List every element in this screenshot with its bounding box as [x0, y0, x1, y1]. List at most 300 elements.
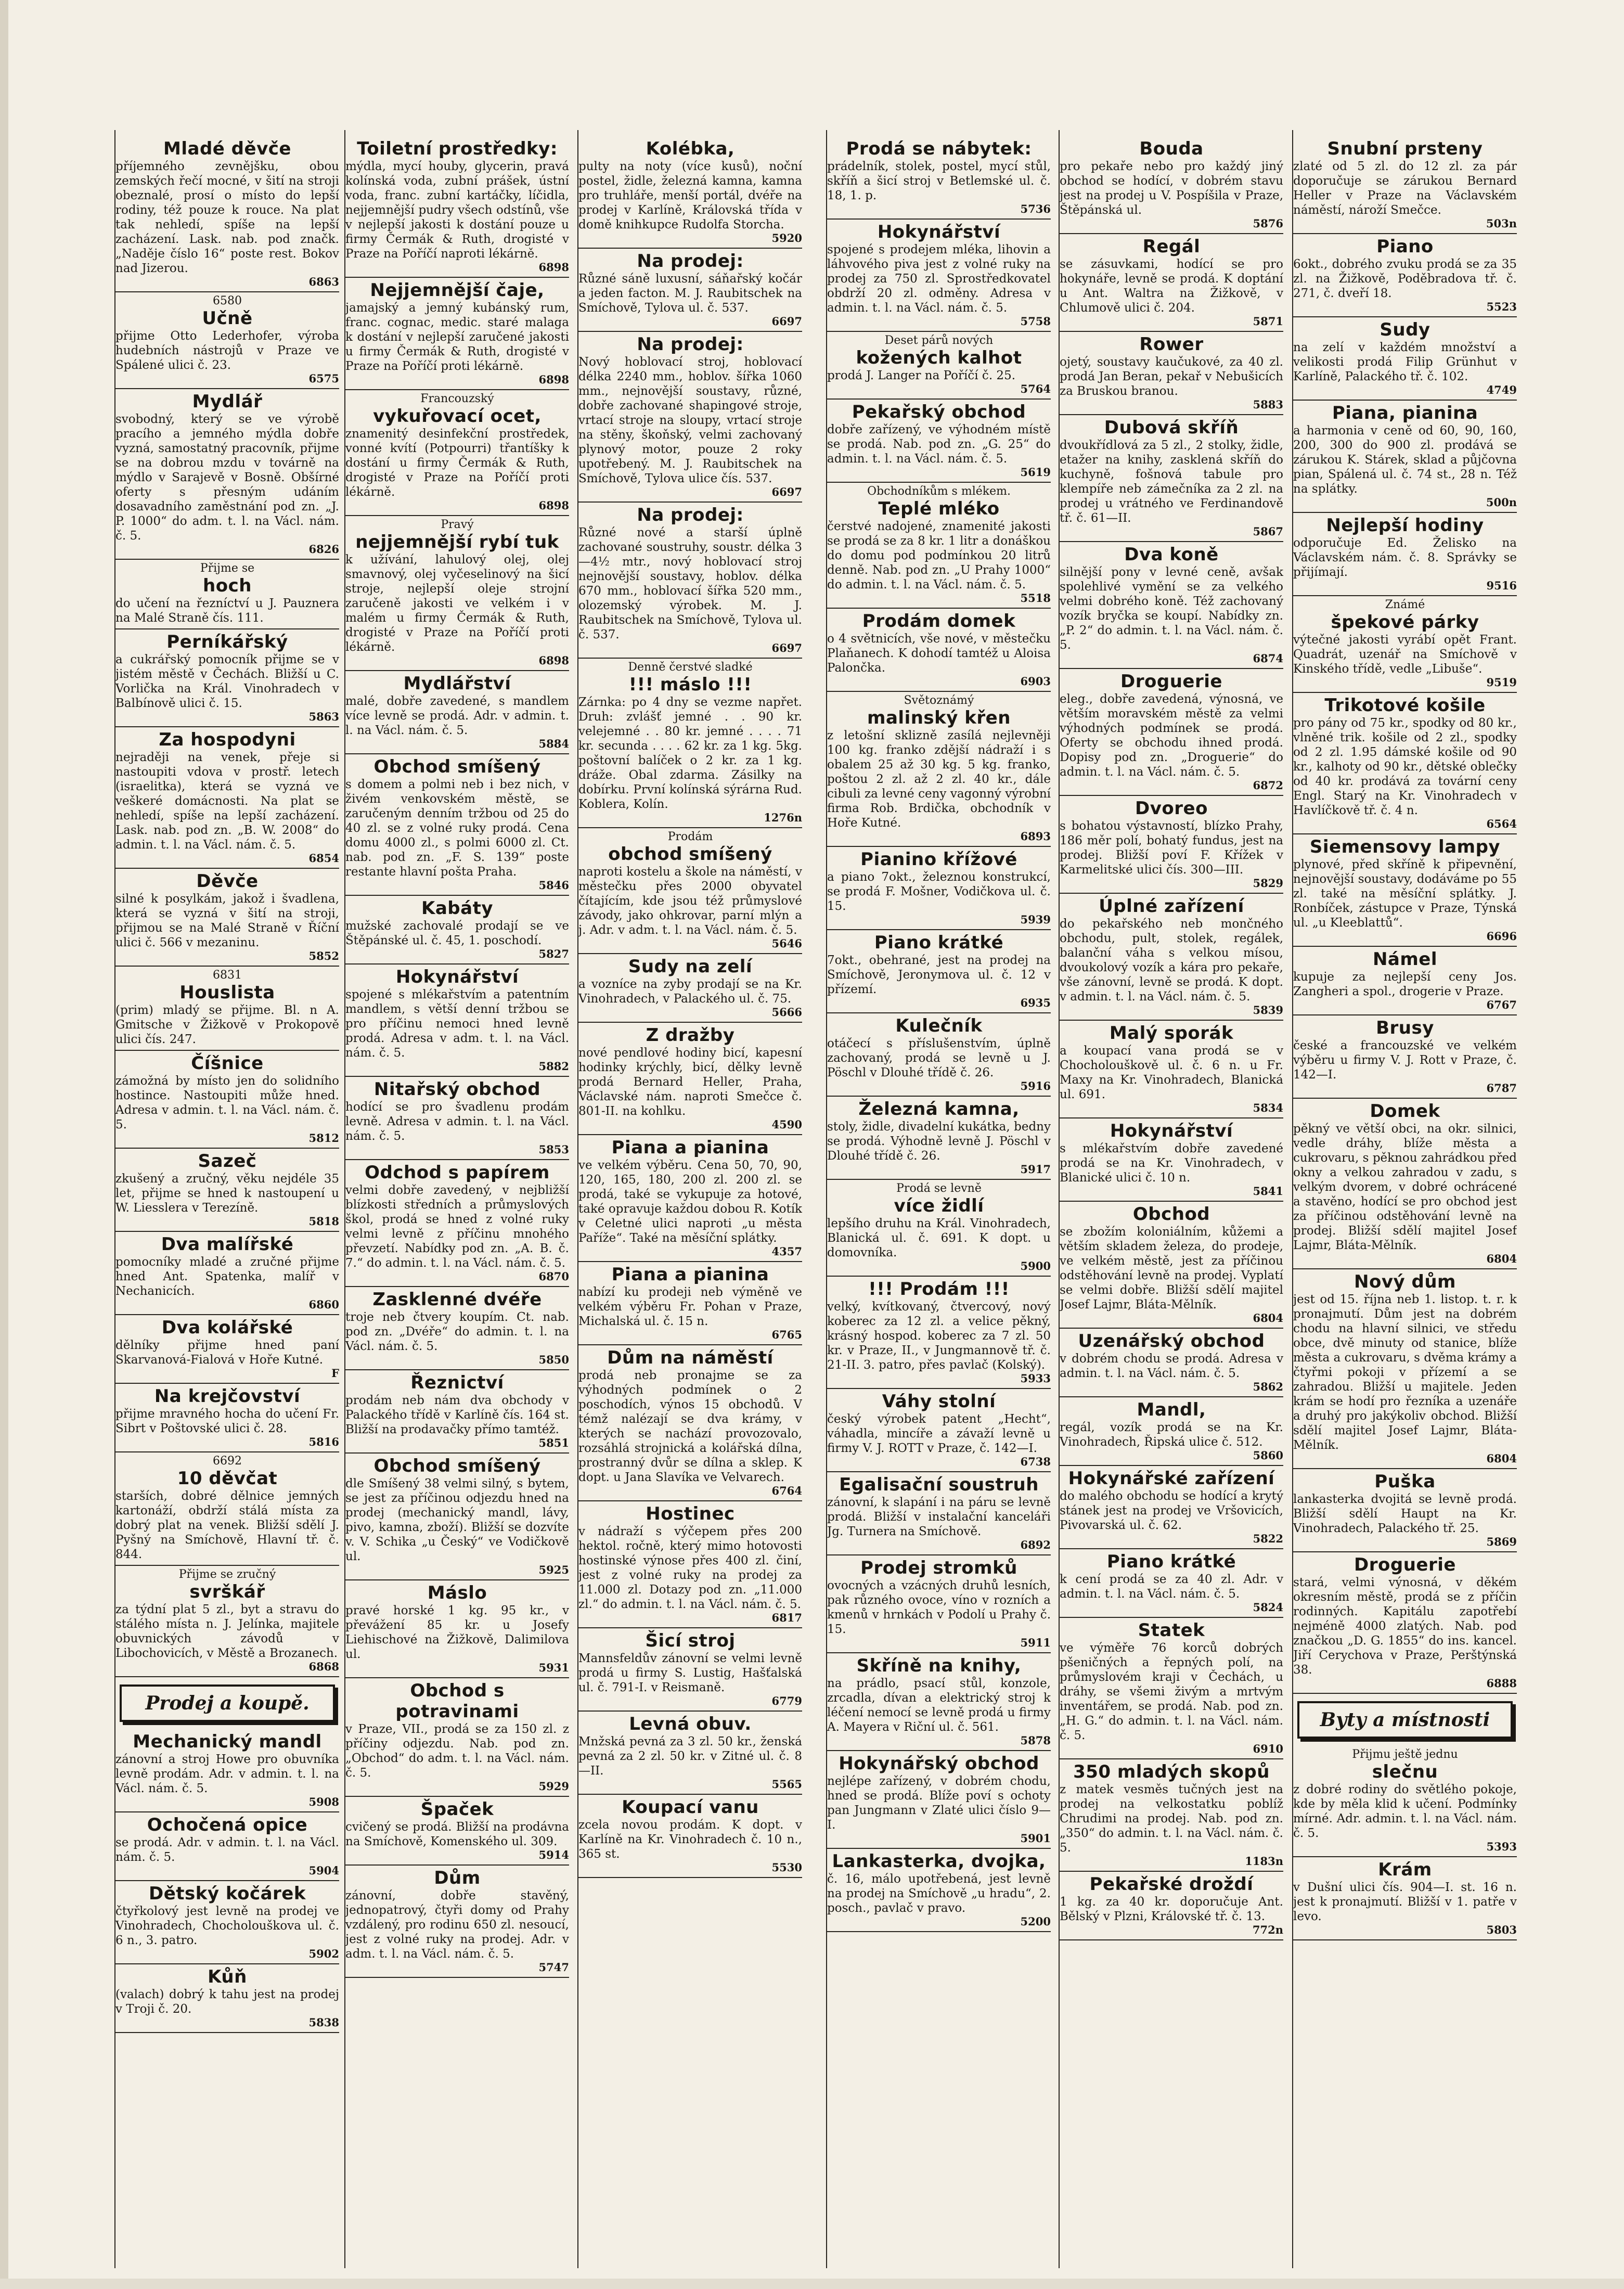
ad-body-text: pěkný ve větší obci, na okr. silnici, vedle dráhy, blíže města a cukrovaru, s pěknou zahrádkou před okny a velkou zahradou v zadu, s velkým dvorem, v dobré ochrácené a stavěno, hodící se pro obchod jest za příčinou odstěhování levně na prodej. Bližší sdělí majitel Josef Lajmr, Bláta-Mělník.: [1293, 1122, 1517, 1252]
ad-headline: vykuřovací ocet,: [373, 406, 542, 427]
ad-headline: Námel: [1372, 949, 1438, 970]
ad-headline: Hokynářství: [1110, 1121, 1233, 1141]
ad-body-text: dobře zařízený, ve výhodném místě se prodá. Nab. pod zn. „G. 25“ do admin. t. l. na Václ. nám. č. 5.: [827, 423, 1051, 466]
ad-headline: Snubní prsteny: [1327, 138, 1483, 159]
ad-body-text: stará, velmi výnosná, v děkém okresním městě, prodá se z příčin rodinných. Kapitálu zapotřebí nejméně 4000 zlatých. Nab. pod značkou „D. G. 1855“ do ins. kancel. Jiří Cerychova v Praze, Perštýnská 38.: [1293, 1576, 1517, 1677]
ad-reference-number: 4749: [1486, 383, 1517, 396]
ad-reference-number: 6697: [771, 485, 802, 498]
ad-headline: Kabáty: [421, 898, 493, 919]
classified-ad: [1060, 1021, 1283, 1118]
ad-reference-number: 6767: [1486, 998, 1517, 1011]
ad-body-text: dělníky přijme hned paní Skarvanová-Fialová v Hoře Kutné.: [115, 1339, 339, 1367]
ad-headline: Siemensovy lampy: [1309, 837, 1501, 857]
classified-ad: [1293, 234, 1517, 317]
classified-ad: [115, 1729, 339, 1812]
ad-body-text: dle Smíšený 38 velmi silný, s bytem, se jest za příčinou odjezdu hned na prodej (mechanický mandl, lávy, pivo, kamna, zboží). Bližší se dozvíte v. V. Schika „u Český“ ve Vodičkově ul.: [345, 1477, 569, 1563]
ad-headline: Bouda: [1139, 138, 1204, 159]
ad-reference-number: 6893: [1020, 830, 1051, 843]
classified-ad: [827, 220, 1051, 332]
ad-body-text: zánovní, dobře stavěný, jednopatrový, čtyři domy od Prahy vzdálený, pro rodinu 650 zl. nesoucí, jest z volné ruky na prodej. Adr. v adm. t. l. na Václ. nám. č. 5.: [345, 1889, 569, 1961]
ad-headline: Dva koně: [1124, 544, 1219, 565]
ad-headline: Dům na náměstí: [607, 1347, 774, 1368]
ad-headline: Malý sporák: [1109, 1023, 1234, 1044]
classified-ad: [345, 671, 569, 754]
classified-ad: [827, 400, 1051, 483]
classified-ad: [578, 332, 802, 503]
ad-reference-number: 5914: [538, 1848, 569, 1861]
ad-headline: Teplé mléko: [878, 498, 1000, 519]
ad-body-text: a piano 7okt., železnou konstrukcí, se prodá F. Mošner, Vodičkova ul. č. 15.: [827, 870, 1051, 913]
ad-body-text: spojené s mlékařstvím a patentním mandlem, s větší denní tržbou se pro příčinu nemoci hned levně prodá. Adresa v adm. t. l. na Václ. nám. č. 5.: [345, 988, 569, 1060]
classified-ad: [578, 828, 802, 954]
classified-column-6: [1293, 136, 1517, 2263]
ad-body-text: ovocných a vzácných druhů lesních, pak různého ovoce, víno v rozních a kmenů v hrnkách v Podolí u Prahy č. 15.: [827, 1579, 1051, 1636]
classified-ad: [1060, 796, 1283, 894]
ad-headline: Mandl,: [1137, 1399, 1206, 1420]
ad-headline: Mladé děvče: [163, 138, 291, 159]
classified-ad: [1060, 1202, 1283, 1329]
classified-ad: [115, 629, 339, 727]
ad-headline: Na prodej:: [637, 505, 744, 525]
classified-ad: [827, 1389, 1051, 1472]
classified-ad: [345, 1370, 569, 1454]
ad-body-text: v Praze, VII., prodá se za 150 zl. z příčiny odjezdu. Nab. pod zn. „Obchod“ do adm. t. l. na Václ. nám. č. 5.: [345, 1722, 569, 1780]
ad-reference-number: 5530: [771, 1861, 802, 1874]
ad-body-text: zánovní, k slapání i na páru se levně prodá. Bližší v instalační kanceláři Jg. Turnera na Smíchově.: [827, 1496, 1051, 1538]
classified-ad: [827, 609, 1051, 692]
ad-headline: Levná obuv.: [629, 1714, 752, 1734]
classified-ad: [115, 292, 339, 389]
ad-body-text: český výrobek patent „Hecht“, váhadla, mincíře a závaží levně u firmy V. J. ROTT v Praze, č. 142—I.: [827, 1412, 1051, 1455]
ad-reference-number: 6804: [1253, 1311, 1283, 1324]
ad-headline: kožených kalhot: [856, 348, 1022, 368]
ad-headline: Rower: [1139, 334, 1204, 355]
ad-lead-line: 6831: [213, 969, 242, 982]
ad-headline: Dva kolářské: [161, 1317, 293, 1338]
ad-body-text: pulty na noty (více kusů), noční postel, židle, železná kamna, kamna pro truhláře, menší portál, dvéře na prodej v Karlíně, Královská třída v domě knihkupce Rudolfa Storcha.: [578, 160, 802, 232]
ad-body-text: prádelník, stolek, postel, mycí stůl, skříň a šicí stroj v Betlemské ul. č. 18, 1. p.: [827, 160, 1051, 202]
ad-reference-number: 6817: [771, 1611, 802, 1624]
classified-ad: [345, 136, 569, 278]
ad-headline: Sudy: [1380, 319, 1430, 340]
ad-headline: Prodá se nábytek:: [846, 138, 1032, 159]
ad-headline: Nejjemnější čaje,: [370, 280, 545, 301]
ad-headline: Nový dům: [1354, 1271, 1456, 1292]
ad-lead-line: Známé: [1385, 598, 1425, 611]
ad-headline: Droguerie: [1120, 671, 1222, 692]
ad-reference-number: 5867: [1253, 525, 1283, 538]
classified-ad: [1060, 1329, 1283, 1397]
ad-reference-number: 5900: [1020, 1259, 1051, 1272]
classified-ad: [115, 1881, 339, 1964]
classified-ad: [1060, 234, 1283, 332]
ad-headline: Učně: [202, 308, 253, 329]
classified-ad: [115, 1812, 339, 1881]
ad-reference-number: 5827: [538, 947, 569, 960]
ad-reference-number: 5862: [1253, 1380, 1283, 1393]
ad-reference-number: 5758: [1020, 315, 1051, 328]
ad-reference-number: 6564: [1486, 817, 1517, 830]
ad-reference-number: 5902: [308, 1947, 339, 1960]
ad-body-text: (prim) mladý se přijme. Bl. n A. Gmitsche v Žižkově v Prokopově ulici čís. 247.: [115, 1004, 339, 1046]
ad-lead-line: Přijme se: [200, 562, 255, 575]
ad-headline: více židlí: [894, 1195, 984, 1216]
ad-headline: Pekařské droždí: [1089, 1874, 1254, 1895]
classified-ad: [115, 967, 339, 1051]
ad-body-text: prodá neb pronajme se za výhodných podmínek o 2 poschodích, výnos 15 obchodů. V témž nalézají se dva krámy, v kterých se nachází provozovalo, rozsáhlá strojnická a kolářská dílna, prostranný dvůr se dílna a sklep. K dopt. u Jana Slavíka ve Velvarech.: [578, 1369, 802, 1484]
ad-body-text: Nový hoblovací stroj, hoblovací délka 2240 mm., hoblov. šířka 1060 mm., nejnovější soustavy, různé, dobře zachované shapingové stroje, vrtací stroje na sloupy, vrtací stroje na stěny, škoňský, velmi zachovaný plynový motor, pouze 2 roky upotřebený. M. J. Raubitschek na Smíchově, Tylova ulice čís. 537.: [578, 355, 802, 485]
ad-reference-number: 5851: [538, 1436, 569, 1449]
ad-reference-number: 1276n: [764, 811, 802, 824]
ad-headline: 10 děvčat: [177, 1468, 278, 1489]
ad-body-text: starších, dobré dělnice jemných kartonáží, obdrží stálá místa za dobrý plat na venek. Bližší sdělí J. Pyšný na Smíchově, Hlavní tř. č. 844.: [115, 1489, 339, 1561]
classified-ad: [115, 389, 339, 560]
ad-lead-line: 6692: [213, 1455, 242, 1468]
ad-headline: Domek: [1370, 1101, 1440, 1122]
ad-body-text: ve velkém výběru. Cena 50, 70, 90, 120, 165, 180, 200 zl. 200 zl. se prodá, také se vykupuje za hotové, také opravuje každou dobou R. Kotík v Celetné ulici naproti „u města Paříže“. Také na měsíční splátky.: [578, 1159, 802, 1245]
classified-ad: [1293, 1269, 1517, 1469]
ad-reference-number: 5841: [1253, 1185, 1283, 1198]
ad-body-text: s bohatou výstavností, blízko Prahy, 186 měr polí, bohatý fundus, jest na prodej. Bližší poví F. Křížek v Karmelitské ulici čís. 300—III.: [1060, 819, 1283, 877]
ad-lead-line: Prodá se levně: [896, 1182, 982, 1195]
ad-lead-line: 6580: [213, 294, 242, 307]
ad-headline: Máslo: [427, 1583, 487, 1603]
classified-ad: [578, 1135, 802, 1262]
classified-ad: [827, 1751, 1051, 1849]
ad-reference-number: 5904: [308, 1864, 339, 1877]
ad-body-text: jamajský a jemný kubánský rum, franc. cognac, medic. staré malaga k dostání v nejlepší zaručené jakosti u firmy Čermák & Ruth, drogisté v Praze na Poříčí proti lékárně.: [345, 301, 569, 373]
ad-body-text: a harmonia v ceně od 60, 90, 160, 200, 300 do 900 zl. prodává se zárukou K. Stárek, sklad a půjčovna pian, Spálená ul. č. 74 st., 28 n. Též na splátky.: [1293, 424, 1517, 496]
ad-body-text: eleg., dobře zavedená, výnosná, ve větším moravském městě za velmi výhodných podmínek se prodá. Oferty se obchodu ihned prodá. Dopisy pod zn. „Droguerie“ do admin. t. l. na Václ. nám. č. 5.: [1060, 692, 1283, 779]
classified-ad: [578, 1501, 802, 1628]
classified-ad: [827, 1555, 1051, 1653]
ad-reference-number: 5829: [1253, 877, 1283, 890]
ad-headline: Pianino křížové: [860, 849, 1017, 870]
ad-headline: špekové párky: [1331, 612, 1479, 633]
ad-reference-number: 6575: [308, 372, 339, 385]
ad-body-text: české a francouzské ve velkém výběru u firmy V. J. Rott v Praze, č. 142—I.: [1293, 1039, 1517, 1082]
ad-reference-number: 5747: [538, 1961, 569, 1974]
section-heading-box: Byty a místnosti: [1297, 1701, 1513, 1739]
ad-body-text: velký, kvítkovaný, čtvercový, nový koberec za 12 zl. a velice pěkný, krásný hospod. koberec za 7 zl. 50 kr. v Praze, II., v Jungmannově tř. č. 21-II. 3. patro, přes pavlač (Kolský).: [827, 1300, 1051, 1372]
classified-ad: [578, 1023, 802, 1135]
ad-reference-number: 5939: [1020, 913, 1051, 926]
ad-reference-number: 9519: [1486, 676, 1517, 689]
classified-ad: [1293, 1552, 1517, 1694]
ad-headline: Špaček: [420, 1799, 494, 1820]
ad-body-text: nabízí ku prodeji neb výměně ve velkém výběru Fr. Pohan v Praze, Michalská ul. č. 15 n.: [578, 1285, 802, 1328]
ad-body-text: v Dušní ulici čís. 904—I. st. 16 n. jest k pronajmutí. Bližší v 1. patře v levo.: [1293, 1881, 1517, 1923]
ad-reference-number: 5736: [1020, 202, 1051, 215]
ad-reference-number: 6787: [1486, 1082, 1517, 1095]
ad-headline: Obchod s potravinami: [395, 1680, 519, 1722]
ad-body-text: výtečné jakosti vyrábí opět Frant. Quadrát, uzenář na Smíchově v Kinského třídě, vedle „Libuše“.: [1293, 633, 1517, 676]
ad-headline: Krám: [1378, 1859, 1432, 1880]
ad-reference-number: 5646: [771, 937, 802, 950]
ad-reference-number: 6898: [538, 499, 569, 512]
ad-lead-line: Denně čerstvé sladké: [628, 661, 753, 674]
ad-reference-number: 5619: [1020, 466, 1051, 479]
classified-ad: [827, 1849, 1051, 1932]
ad-reference-number: 5565: [771, 1778, 802, 1791]
ad-body-text: mýdla, mycí houby, glycerin, pravá kolínská voda, zubní prášek, ústní voda, franc. zubní kartáčky, líčidla, nejjemnější pudry všech odstínů, vše v nejlepší jakosti k dostání pouze u firmy Čermák & Ruth, drogisté v Praze na Poříčí naproti lékárně.: [345, 160, 569, 261]
classified-ad: [115, 869, 339, 967]
ad-headline: Řeznictví: [410, 1372, 504, 1393]
ad-body-text: spojené s prodejem mléka, lihovin a láhvového piva jest z volné ruky na prodej za 750 zl. Sprostředkovatel obdrží 20 zl. odměny. Adresa v admin. t. l. na Václ. nám. č. 5.: [827, 243, 1051, 315]
ad-body-text: lankasterka dvojitá se levně prodá. Bližší sdělí Haupt na Kr. Vinohradech, Palackého tř. 25.: [1293, 1493, 1517, 1535]
classified-ad: [1293, 317, 1517, 401]
ad-reference-number: 503n: [1486, 217, 1517, 230]
ad-body-text: znamenitý desinfekční prostředek, vonné kvítí (Potpourri) třantíšky k dostání u firmy Čermák & Ruth, drogisté v Praze na Poříčí proti lékárně.: [345, 427, 569, 499]
classified-ad: [115, 136, 339, 292]
ad-body-text: zánovní a stroj Howe pro obuvníka levně prodám. Adr. v admin. t. l. na Václ. nám. č. 5.: [115, 1753, 339, 1795]
ad-lead-line: Francouzský: [420, 392, 494, 405]
ad-reference-number: 6804: [1486, 1252, 1517, 1265]
classified-ad: [1060, 669, 1283, 796]
classified-ad: [115, 1384, 339, 1452]
ad-headline: Perníkářský: [166, 632, 288, 652]
ad-reference-number: 5812: [308, 1131, 339, 1144]
classified-ad: [345, 1797, 569, 1866]
ad-reference-number: 5518: [1020, 591, 1051, 605]
classified-ad: [827, 1653, 1051, 1751]
classified-ad: [1060, 136, 1283, 234]
ad-reference-number: 6696: [1486, 930, 1517, 943]
ad-reference-number: 4357: [771, 1245, 802, 1258]
ad-body-text: zcela novou prodám. K dopt. v Karlíně na Kr. Vinohradech č. 10 n., 365 st.: [578, 1818, 802, 1861]
ad-headline: svrškář: [189, 1581, 265, 1602]
ad-headline: Piana a pianina: [611, 1137, 769, 1158]
ad-body-text: 7okt., obehrané, jest na prodej na Smíchově, Jeronymova ul. č. 12 v přízemí.: [827, 954, 1051, 996]
ad-reference-number: 5822: [1253, 1532, 1283, 1545]
ad-reference-number: 5911: [1020, 1636, 1051, 1649]
ad-body-text: z letošní sklizně zasílá nejlevněji 100 kg. franko zdější nádraží i s obalem 25 až 30 kg. 5 kg. franko, poštou 2 zl. až 2 zl. 40 kr., dále cibuli za levné ceny vagonný výrobní firma Rob. Brdička, obchodník v Hoře Kutné.: [827, 729, 1051, 830]
ad-reference-number: 5838: [308, 2016, 339, 2029]
ad-reference-number: 5883: [1253, 398, 1283, 411]
ad-reference-number: 5853: [538, 1143, 569, 1156]
ad-headline: Nitařský obchod: [373, 1079, 541, 1100]
ad-headline: Na krejčovství: [154, 1386, 301, 1407]
ad-reference-number: 6738: [1020, 1455, 1051, 1468]
ad-body-text: na zelí v každém množství a velikosti prodá Filip Grünhut v Karlíně, Palackého tř. č. 102.: [1293, 341, 1517, 383]
ad-reference-number: 6779: [771, 1694, 802, 1707]
ad-reference-number: 5871: [1253, 315, 1283, 328]
classified-ad: [1060, 415, 1283, 542]
ad-reference-number: 5846: [538, 879, 569, 892]
ad-body-text: silné k posylkám, jakož i švadlena, která se vyzná v šití na stroji, přijmou se na Malé Straně v Říční ulici č. 566 v mezaninu.: [115, 892, 339, 949]
ad-headline: Pekařský obchod: [852, 402, 1026, 422]
ad-reference-number: 6863: [308, 275, 339, 288]
ad-body-text: do malého obchodu se hodící a krytý stánek jest na prodej ve Vršovicích, Pivovarská ul. č. 62.: [1060, 1489, 1283, 1532]
ad-reference-number: 5824: [1253, 1601, 1283, 1614]
ad-body-text: prodá J. Langer na Poříčí č. 25.: [827, 369, 1016, 382]
ad-reference-number: 6826: [308, 543, 339, 556]
ad-body-text: k užívání, lahulový olej, olej smavnový, olej vyčeselinový na šicí stroje, nejlepší oleje strojní zaručeně jakosti ve velkém i v malém u firmy Čermák & Ruth, drogisté v Praze na Poříčí proti lékárně.: [345, 553, 569, 654]
ad-reference-number: 5869: [1486, 1535, 1517, 1548]
ad-reference-number: 6874: [1253, 652, 1283, 665]
ad-body-text: prodám neb nám dva obchody v Palackého třídě v Karlíně čís. 164 st. Bližší na prodavačky přímo tamtéž.: [345, 1394, 569, 1436]
ad-reference-number: 5666: [771, 1006, 802, 1019]
classified-ad: [1060, 1759, 1283, 1872]
ad-body-text: dvoukřídlová za 5 zl., 2 stolky, židle, etažer na knihy, zasklená skříň do kuchyně, fošnová tabule pro klempíře neb zámečníka za 2 zl. na prodej u vrátného ve Ferdinandově tř. č. 61—II.: [1060, 439, 1283, 525]
classified-ad: [115, 1452, 339, 1566]
ad-body-text: příjemného zevnějšku, obou zemských řečí mocné, v šití na stroji obeznalé, prosí o místo do lepší rodiny, též pouze k rouce. Na plat tak nehledí, spíše na lepší zacházení. Lask. nab. pod značk. „Naděje číslo 16“ poste rest. Bokov nad Jizerou.: [115, 160, 339, 275]
ad-reference-number: 6765: [771, 1328, 802, 1341]
ad-reference-number: 6764: [771, 1484, 802, 1497]
ad-reference-number: 5816: [308, 1435, 339, 1448]
ad-body-text: zlaté od 5 zl. do 12 zl. za pár doporučuje se zárukou Bernard Heller v Praze na Václavském náměstí, nároží Smečce.: [1293, 160, 1517, 217]
ad-reference-number: 5908: [308, 1795, 339, 1808]
ad-reference-number: 6898: [538, 261, 569, 274]
ad-body-text: regál, vozík prodá se na Kr. Vinohradech, Řipská ulice č. 512.: [1060, 1421, 1283, 1449]
ad-body-text: do pekařského neb mončného obchodu, pult, stolek, regálek, balanční váha s velkou mísou, dvoukolový vozík a kára pro pekaře, vše zánovní, levně se prodá. K dopt. v admin. t. l. na Václ. nám. č. 5.: [1060, 917, 1283, 1004]
ad-headline: Dětský kočárek: [149, 1883, 306, 1904]
section-heading-box: Prodej a koupě.: [120, 1684, 335, 1722]
classified-ad: [1293, 1746, 1517, 1857]
ad-body-text: nové pendlové hodiny bicí, kapesní hodinky krýchly, bicí, dělky levně prodá Bernard Heller, Praha, Václavské nám. naproti Smečce č. 801-II. na kohlku.: [578, 1046, 802, 1118]
classified-column-3: [578, 136, 802, 2263]
ad-body-text: kupuje za nejlepší ceny Jos. Zangheri a spol., drogerie v Praze.: [1293, 970, 1517, 998]
classified-ad: [1293, 1469, 1517, 1552]
ad-body-text: (valach) dobrý k tahu jest na prodej v Troji č. 20.: [115, 1988, 339, 2016]
classified-ad: [1293, 596, 1517, 693]
ad-body-text: zámožná by místo jen do solidního hostince. Nastoupiti může hned. Adresa v admin. t. l. na Václ. nám. č. 5.: [115, 1074, 339, 1131]
ad-headline: Kulečník: [895, 1015, 983, 1036]
classified-ad: [827, 1472, 1051, 1555]
ad-headline: Lankasterka, dvojka,: [832, 1851, 1046, 1872]
ad-headline: Dům: [434, 1868, 481, 1888]
ad-headline: Kolébka,: [646, 138, 735, 159]
ad-headline: Děvče: [196, 871, 259, 892]
ad-reference-number: 5931: [538, 1661, 569, 1674]
classified-ad: [1293, 401, 1517, 513]
ad-headline: Puška: [1374, 1471, 1436, 1492]
ad-headline: Obchod smíšený: [373, 1456, 541, 1476]
classified-ad: [578, 1262, 802, 1345]
ad-headline: hoch: [203, 575, 252, 596]
ad-headline: Egalisační soustruh: [839, 1474, 1039, 1495]
ad-reference-number: 5523: [1486, 300, 1517, 313]
ad-body-text: pomocníky mladé a zručné přijme hned Ant. Spatenka, malíř v Nechanicích.: [115, 1255, 339, 1298]
ad-body-text: silnější pony v levné ceně, avšak spolehlivé vymění se za velkého velmi dobrého koně. Též zachovaný vozík bryčka se koupí. Nabídky zn. „P. 2“ do admin. t. l. na Václ. nám. č. 5.: [1060, 565, 1283, 652]
classified-ad: [1293, 693, 1517, 834]
ad-body-text: plynové, před skříně k připevnění, nejnovější soustavy, dodáváme po 55 zl. také na měsíční splátky. J. Ronbíček, zástupce v Praze, Týnská ul. „u Kleeblattů“.: [1293, 858, 1517, 930]
ad-headline: obchod smíšený: [608, 844, 772, 865]
ad-body-text: k cení prodá se za 40 zl. Adr. v admin. t. l. na Václ. nám. č. 5.: [1060, 1573, 1283, 1601]
ad-reference-number: 6697: [771, 315, 802, 328]
ad-reference-number: 6898: [538, 373, 569, 386]
ad-body-text: ojetý, soustavy kaučukové, za 40 zl. prodá Jan Beran, pekař v Nebušicích za Bruskou branou.: [1060, 355, 1283, 398]
classified-ad: [1060, 542, 1283, 669]
ad-reference-number: 6804: [1486, 1452, 1517, 1465]
ad-reference-number: 6935: [1020, 996, 1051, 1009]
classified-ad: [578, 659, 802, 828]
ad-body-text: svobodný, který se ve výrobě pracího a jemného mýdla dobře vyzná, samostatný pracovník, přijme se na dobrou mzdu v továrně na mýdlo v Sarajevě v Bosně. Obšírné oferty s přesným udáním dosavadního zaměstnání pod zn. „J. P. 1000“ do adm. t. l. na Václ. nám. č. 5.: [115, 413, 339, 543]
classified-ad: [115, 1964, 339, 2033]
ad-headline: Piana a pianina: [611, 1264, 769, 1285]
ad-headline: Obchod smíšený: [373, 756, 541, 777]
ad-reference-number: 5917: [1020, 1163, 1051, 1176]
classified-column-4: [827, 136, 1051, 2263]
ad-reference-number: 6870: [538, 1270, 569, 1283]
ad-reference-number: 5852: [308, 949, 339, 962]
ad-lead-line: Pravý: [441, 518, 474, 531]
ad-body-text: se prodá. Adr. v admin. t. l. na Václ. nám. č. 5.: [115, 1836, 339, 1864]
ad-headline: Číšnice: [191, 1053, 264, 1074]
ad-body-text: Mnžská pevná za 3 zl. 50 kr., ženská pevná za 2 zl. 50 kr. v Zitné ul. č. 8—II.: [578, 1735, 802, 1778]
ad-headline: Úplné zařízení: [1099, 896, 1244, 917]
ad-body-text: přijme Otto Lederhofer, výroba hudebních nástrojů v Praze ve Spálené ulici č. 23.: [115, 329, 339, 372]
ad-reference-number: 6898: [538, 654, 569, 667]
ad-reference-number: 5860: [1253, 1449, 1283, 1462]
ad-reference-number: 5839: [1253, 1004, 1283, 1017]
classified-ad: [345, 965, 569, 1077]
ad-reference-number: 4590: [771, 1118, 802, 1131]
ad-headline: Piano: [1376, 236, 1434, 257]
classified-ad: [827, 847, 1051, 930]
page-shadow-left: [0, 0, 8, 2289]
classified-ad: [345, 1580, 569, 1678]
ad-reference-number: 5916: [1020, 1079, 1051, 1092]
classified-ad: [827, 692, 1051, 847]
ad-headline: Hostinec: [646, 1503, 735, 1524]
classified-ad: [827, 1013, 1051, 1097]
ad-body-text: 1 kg. za 40 kr. doporučuje Ant. Bělský v Plzni, Královské tř. č. 13.: [1060, 1895, 1283, 1923]
classified-ad: [345, 1454, 569, 1580]
ad-body-text: čerstvé nadojené, znamenité jakosti se prodá se za 8 kr. 1 litr a donáškou do domu pod podmínkou 20 litrů denně. Nab. pod zn. „U Prahy 1000“ do admin. t. l. na Václ. nám. č. 5.: [827, 520, 1051, 591]
classified-ad: [345, 390, 569, 516]
ad-body-text: Různé nové a starší úplně zachované soustruhy, soustr. délka 3—4½ mtr., nový hoblovací stroj nejnovější soustavy, hoblov. délka 670 mm., hoblovací šířka 520 mm., olozemský výrobek. M. J. Raubitschek na Smíchově, Tylova ul. č. 537.: [578, 526, 802, 641]
ad-headline: Trikotové košile: [1324, 695, 1486, 716]
ad-headline: Obchod: [1132, 1204, 1210, 1225]
ad-headline: Uzenářský obchod: [1078, 1331, 1265, 1352]
ad-body-text: Různé sáně luxusní, sáňařský kočár a jeden facton. M. J. Raubitschek na Smíchově, Tylova ul. č. 537.: [578, 272, 802, 315]
classified-ad: [578, 1345, 802, 1501]
ad-reference-number: 5834: [1253, 1101, 1283, 1114]
ad-headline: Na prodej:: [637, 251, 744, 272]
ad-body-text: stoly, židle, divadelní kukátka, bedny se prodá. Výhodně levně J. Pöschl v Dlouhé třídě č. 26.: [827, 1120, 1051, 1163]
ad-headline: Za hospodyni: [159, 729, 296, 750]
classified-ad: [115, 1315, 339, 1384]
ad-reference-number: 6868: [308, 1660, 339, 1673]
ad-reference-number: 5764: [1020, 382, 1051, 395]
classified-ad: [345, 1866, 569, 1978]
classified-ad: [115, 560, 339, 629]
ad-body-text: nejraději na venek, přeje si nastoupiti vdova v prostř. letech (israelitka), která se vyzná ve veškeré domácnosti. Na plat se nehledí, spíše na lepší zacházení. Lask. nab. pod zn. „B. W. 2008“ do admin. t. l. na Václ. nám. č. 5.: [115, 751, 339, 852]
classified-ad: [1293, 136, 1517, 234]
classified-ad: [578, 954, 802, 1023]
ad-lead-line: Přijmu ještě jednu: [1352, 1748, 1458, 1761]
classified-ad: [578, 136, 802, 249]
ad-reference-number: 5876: [1253, 217, 1283, 230]
classified-ad: [1060, 1618, 1283, 1759]
classified-ad: [827, 1097, 1051, 1180]
ad-body-text: hodící se pro švadlenu prodám levně. Adresa v admin. t. l. na Václ. nám. č. 5.: [345, 1100, 569, 1143]
ad-headline: Prodám domek: [862, 611, 1016, 632]
classified-ad: [1060, 1466, 1283, 1549]
classified-ad: [578, 249, 802, 332]
ad-body-text: Mannsfeldův zánovní se velmi levně prodá u firmy S. Lustig, Hašťalská ul. č. 791-I. v Reismaně.: [578, 1652, 802, 1694]
ad-body-text: v dobrém chodu se prodá. Adresa v admin. t. l. na Václ. nám. č. 5.: [1060, 1352, 1283, 1380]
ad-reference-number: 9516: [1486, 579, 1517, 592]
ad-reference-number: 6903: [1020, 675, 1051, 688]
ad-body-text: otáčecí s příslušenstvím, úplně zachovaný, prodá se levně u J. Pöschl v Dlouhé třídě č. 26.: [827, 1037, 1051, 1079]
ad-headline: Nejlepší hodiny: [1326, 515, 1484, 536]
ad-reference-number: 5901: [1020, 1832, 1051, 1845]
ad-body-text: Zárnka: po 4 dny se vezme napřet. Druh: zvlášť jemné . . 90 kr. velejemné . . 80 kr. jemné . . . . 71 kr. secunda . . . . 62 kr. za 1 kg. 5kg. poštovní balíček o 2 kr. za 1 kg. dráže. Obal zdarma. Zásilky na dobírku. První kolínská sýrárna Rud. Koblera, Kolín.: [578, 696, 802, 811]
classified-ad: [1293, 513, 1517, 596]
classified-ad: [115, 1566, 339, 1677]
